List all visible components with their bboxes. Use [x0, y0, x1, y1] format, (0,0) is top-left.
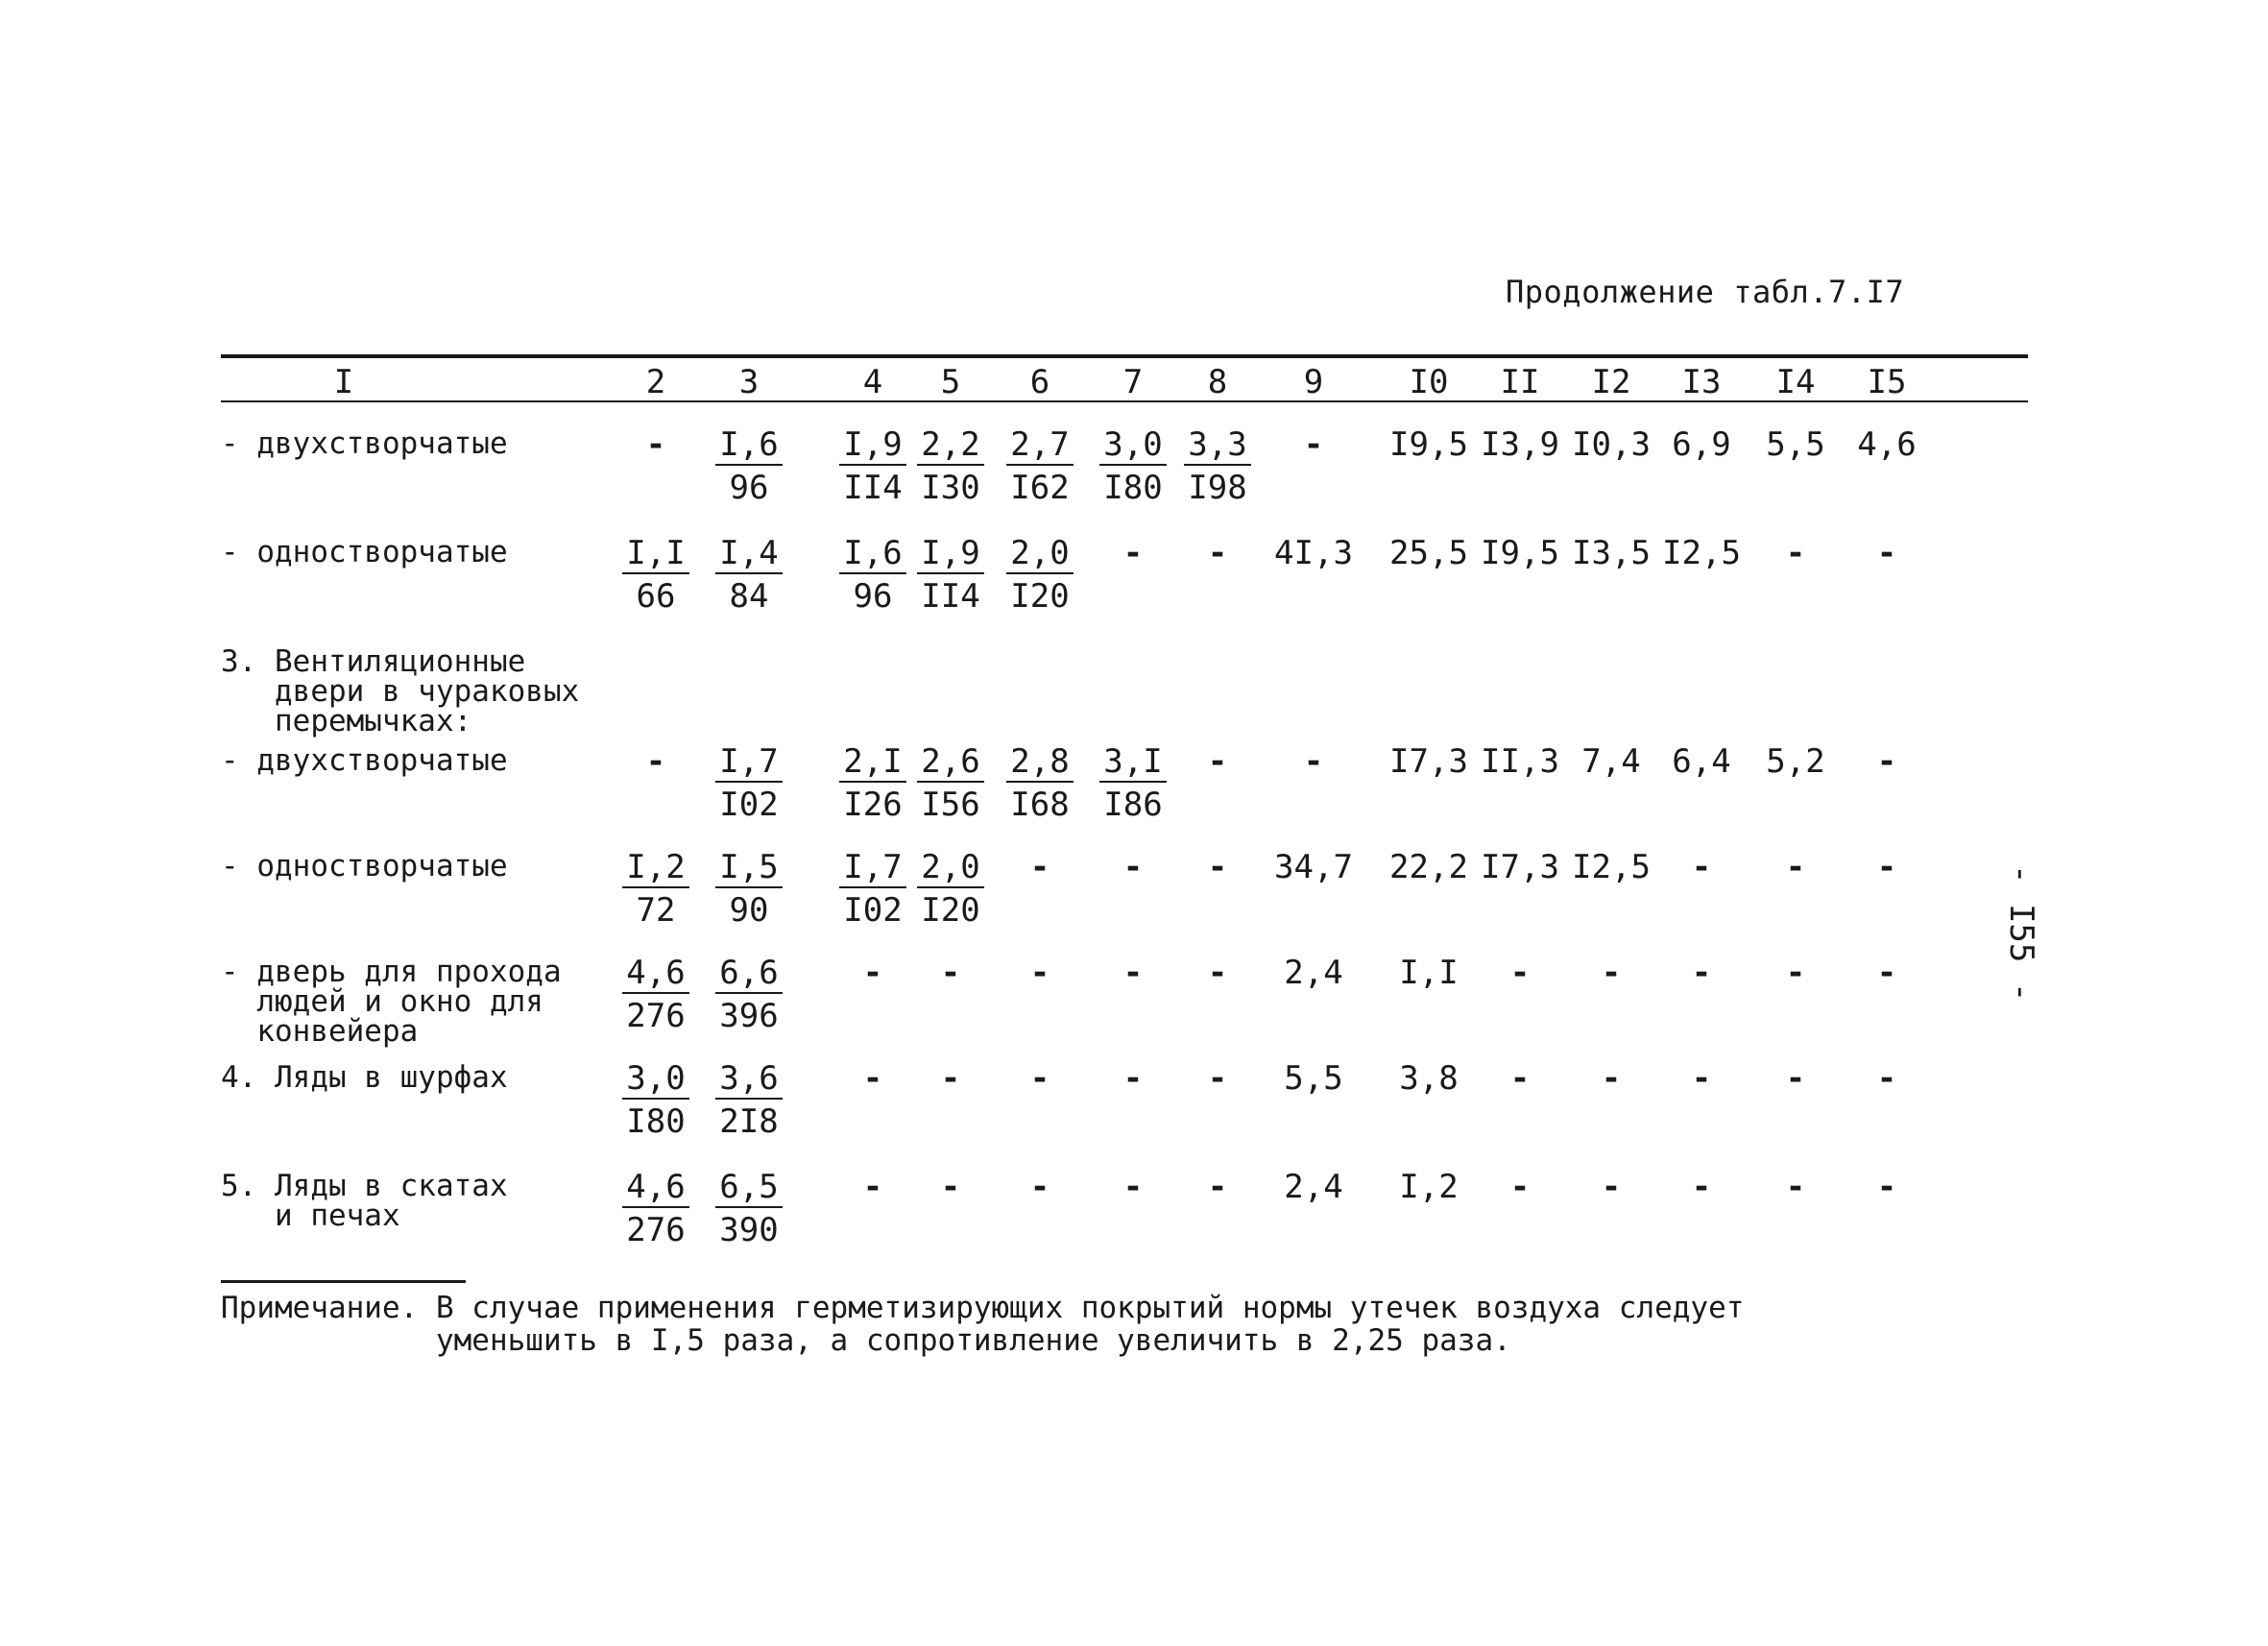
denominator: II4 — [921, 577, 980, 616]
table-cell-dash: - — [1122, 1059, 1144, 1098]
table-cell: I0,3 — [1572, 425, 1651, 464]
table-cell: 7,4 — [1581, 742, 1641, 781]
table-cell-dash: - — [1207, 742, 1228, 781]
table-cell-dash: - — [1785, 1168, 1806, 1206]
table-cell: 2,4 — [1284, 1168, 1343, 1206]
table-cell: 4,6 — [1857, 425, 1917, 464]
table-cell-dash: - — [1876, 848, 1897, 886]
denominator: I80 — [626, 1102, 686, 1141]
table-cell-dash: - — [1876, 1059, 1897, 1098]
table-cell-dash: - — [1029, 1059, 1050, 1098]
denominator: I86 — [1103, 786, 1163, 824]
denominator: I30 — [921, 469, 980, 507]
table-cell-fraction — [1085, 740, 1181, 827]
denominator: I20 — [921, 891, 980, 930]
table-cell-dash: - — [1207, 1059, 1228, 1098]
table-cell: I3,9 — [1481, 425, 1559, 464]
table-cell-fraction — [992, 532, 1088, 618]
table-cell: I2,5 — [1662, 534, 1741, 572]
column-header: 5 — [940, 363, 961, 401]
column-header: 8 — [1207, 363, 1228, 401]
table-cell-dash: - — [1509, 1059, 1531, 1098]
table-cell-dash: - — [862, 1059, 883, 1098]
numerator: 2,I — [839, 742, 905, 783]
denominator: I02 — [719, 786, 779, 824]
table-cell-dash: - — [1691, 954, 1712, 992]
numerator: 2,0 — [1006, 534, 1073, 574]
numerator: I,2 — [622, 848, 688, 888]
denominator: I98 — [1188, 469, 1247, 507]
column-header: 9 — [1303, 363, 1324, 401]
table-cell-fraction — [608, 1166, 704, 1252]
table-cell: I,2 — [1399, 1168, 1459, 1206]
table-cell-dash: - — [1601, 1059, 1622, 1098]
table-cell: I3,5 — [1572, 534, 1651, 572]
column-header: II — [1500, 363, 1540, 401]
column-header: 3 — [738, 363, 760, 401]
table-cell-dash: - — [1785, 1059, 1806, 1098]
table-cell-fraction — [701, 532, 797, 618]
table-cell-dash: - — [1876, 954, 1897, 992]
table-cell-dash: - — [1207, 954, 1228, 992]
table-cell-fraction — [1170, 424, 1266, 510]
column-header: I4 — [1775, 363, 1816, 401]
table-cell-dash: - — [1029, 1168, 1050, 1206]
table-cell: 6,9 — [1672, 425, 1731, 464]
denominator: 90 — [729, 891, 769, 930]
numerator: 3,0 — [1099, 425, 1166, 466]
column-header: 7 — [1122, 363, 1144, 401]
numerator: I,9 — [917, 534, 983, 574]
table-cell: 22,2 — [1389, 848, 1468, 886]
column-header: I — [333, 363, 354, 401]
table-cell-dash: - — [1122, 848, 1144, 886]
table-cell: 25,5 — [1389, 534, 1468, 572]
row-label: 4. Ляды в шурфах — [221, 1060, 508, 1095]
table-cell-dash: - — [1601, 954, 1622, 992]
table-cell: I9,5 — [1481, 534, 1559, 572]
table-cell: I,I — [1399, 954, 1459, 992]
table-cell: 6,4 — [1672, 742, 1731, 781]
table-cell-fraction — [701, 424, 797, 510]
table-cell-fraction — [608, 846, 704, 932]
table-cell-fraction — [992, 424, 1088, 510]
table-cell: 5,5 — [1766, 425, 1825, 464]
table-cell-dash: - — [1509, 954, 1531, 992]
table-cell-dash: - — [940, 1168, 961, 1206]
table-cell-dash: - — [1207, 848, 1228, 886]
table-cell-fraction — [903, 424, 999, 510]
numerator: I,4 — [715, 534, 782, 574]
denominator: I26 — [843, 786, 903, 824]
denominator: 84 — [729, 577, 769, 616]
table-cell-fraction — [992, 740, 1088, 827]
table-caption: Продолжение табл.7.I7 — [1506, 274, 1905, 310]
column-header: 2 — [645, 363, 666, 401]
numerator: 4,6 — [622, 954, 688, 994]
denominator: I02 — [843, 891, 903, 930]
row-label: - одностворчатые — [221, 535, 508, 569]
table-cell-dash: - — [1207, 534, 1228, 572]
table-cell-dash: - — [1303, 742, 1324, 781]
numerator: 3,I — [1099, 742, 1166, 783]
column-header: I5 — [1867, 363, 1907, 401]
table-cell-dash: - — [1691, 1059, 1712, 1098]
denominator: 390 — [719, 1211, 779, 1249]
column-header: I3 — [1681, 363, 1722, 401]
column-header: 4 — [862, 363, 883, 401]
table-cell-dash: - — [1509, 1168, 1531, 1206]
numerator: 6,5 — [715, 1168, 782, 1208]
table-cell-dash: - — [1207, 1168, 1228, 1206]
table-cell-fraction — [608, 532, 704, 618]
numerator: 2,7 — [1006, 425, 1073, 466]
table-cell-dash: - — [1876, 1168, 1897, 1206]
numerator: 3,3 — [1184, 425, 1250, 466]
numerator: 4,6 — [622, 1168, 688, 1208]
numerator: I,I — [622, 534, 688, 574]
denominator: 2I8 — [719, 1102, 779, 1141]
numerator: I,6 — [715, 425, 782, 466]
table-cell-fraction — [903, 740, 999, 827]
table-cell-fraction — [701, 1166, 797, 1252]
denominator: I56 — [921, 786, 980, 824]
table-cell-dash: - — [1303, 425, 1324, 464]
denominator: 276 — [626, 1211, 686, 1249]
table-cell-dash: - — [1691, 848, 1712, 886]
table-cell-dash: - — [1122, 954, 1144, 992]
numerator: 3,6 — [715, 1059, 782, 1100]
table-cell: II,3 — [1481, 742, 1559, 781]
row-label: - двухстворчатые — [221, 426, 508, 461]
table-cell-dash: - — [1122, 1168, 1144, 1206]
numerator: 2,0 — [917, 848, 983, 888]
page-number: - I55 - — [2002, 864, 2040, 1003]
table-cell-dash: - — [1029, 954, 1050, 992]
row-label: 5. Ляды в скатах и печах — [221, 1169, 508, 1233]
denominator: I68 — [1010, 786, 1070, 824]
table-cell: I7,3 — [1389, 742, 1468, 781]
table-cell-dash: - — [645, 425, 666, 464]
numerator: I,6 — [839, 534, 905, 574]
note-divider — [221, 1280, 466, 1283]
numerator: 6,6 — [715, 954, 782, 994]
denominator: 66 — [636, 577, 676, 616]
table-cell-fraction — [608, 1057, 704, 1144]
table-cell-dash: - — [1691, 1168, 1712, 1206]
column-header: 6 — [1029, 363, 1050, 401]
denominator: 72 — [636, 891, 676, 930]
numerator: I,9 — [839, 425, 905, 466]
column-header: I2 — [1591, 363, 1631, 401]
denominator: II4 — [843, 469, 903, 507]
denominator: I80 — [1103, 469, 1163, 507]
denominator: I20 — [1010, 577, 1070, 616]
footnote: Примечание. В случае применения герметизирующих покрытий нормы утечек воздуха следует уменьшить в I,5 раза, а сопротивление увеличить в 2,25 раза. — [221, 1291, 1745, 1358]
table-cell-dash: - — [645, 742, 666, 781]
table-cell: I2,5 — [1572, 848, 1651, 886]
row-label: 3. Вентиляционные двери в чураковых перемычках: — [221, 644, 580, 738]
numerator: 2,2 — [917, 425, 983, 466]
table-cell-fraction — [701, 952, 797, 1038]
table-cell-fraction — [701, 740, 797, 827]
table-cell: 5,5 — [1284, 1059, 1343, 1098]
table-cell: 5,2 — [1766, 742, 1825, 781]
table-cell: 4I,3 — [1274, 534, 1353, 572]
table-cell-dash: - — [862, 1168, 883, 1206]
numerator: I,7 — [839, 848, 905, 888]
table-cell-dash: - — [940, 954, 961, 992]
table-cell-fraction — [1085, 424, 1181, 510]
table-cell-dash: - — [1785, 954, 1806, 992]
denominator: 396 — [719, 997, 779, 1035]
top-rule — [221, 354, 2028, 358]
numerator: I,5 — [715, 848, 782, 888]
table-cell-dash: - — [862, 954, 883, 992]
denominator: 96 — [853, 577, 893, 616]
numerator: 2,6 — [917, 742, 983, 783]
denominator: 96 — [729, 469, 769, 507]
table-cell-dash: - — [1785, 848, 1806, 886]
table-cell: 34,7 — [1274, 848, 1353, 886]
row-label: - двухстворчатые — [221, 743, 508, 778]
numerator: 2,8 — [1006, 742, 1073, 783]
row-label: - дверь для прохода людей и окно для конвейера — [221, 955, 562, 1049]
table-cell-dash: - — [1029, 848, 1050, 886]
numerator: 3,0 — [622, 1059, 688, 1100]
table-cell-dash: - — [1876, 742, 1897, 781]
table-cell-fraction — [608, 952, 704, 1038]
numerator: I,7 — [715, 742, 782, 783]
table-cell-fraction — [701, 1057, 797, 1144]
table-cell-dash: - — [940, 1059, 961, 1098]
table-cell: 2,4 — [1284, 954, 1343, 992]
table-cell: I7,3 — [1481, 848, 1559, 886]
table-cell-dash: - — [1785, 534, 1806, 572]
table-cell-dash: - — [1876, 534, 1897, 572]
table-cell-fraction — [701, 846, 797, 932]
table-cell-fraction — [903, 532, 999, 618]
row-label: - одностворчатые — [221, 849, 508, 884]
table-cell-fraction — [903, 846, 999, 932]
table-cell: 3,8 — [1399, 1059, 1459, 1098]
column-header: I0 — [1409, 363, 1449, 401]
denominator: 276 — [626, 997, 686, 1035]
denominator: I62 — [1010, 469, 1070, 507]
table-cell-dash: - — [1122, 534, 1144, 572]
table-cell-dash: - — [1601, 1168, 1622, 1206]
table-cell: I9,5 — [1389, 425, 1468, 464]
